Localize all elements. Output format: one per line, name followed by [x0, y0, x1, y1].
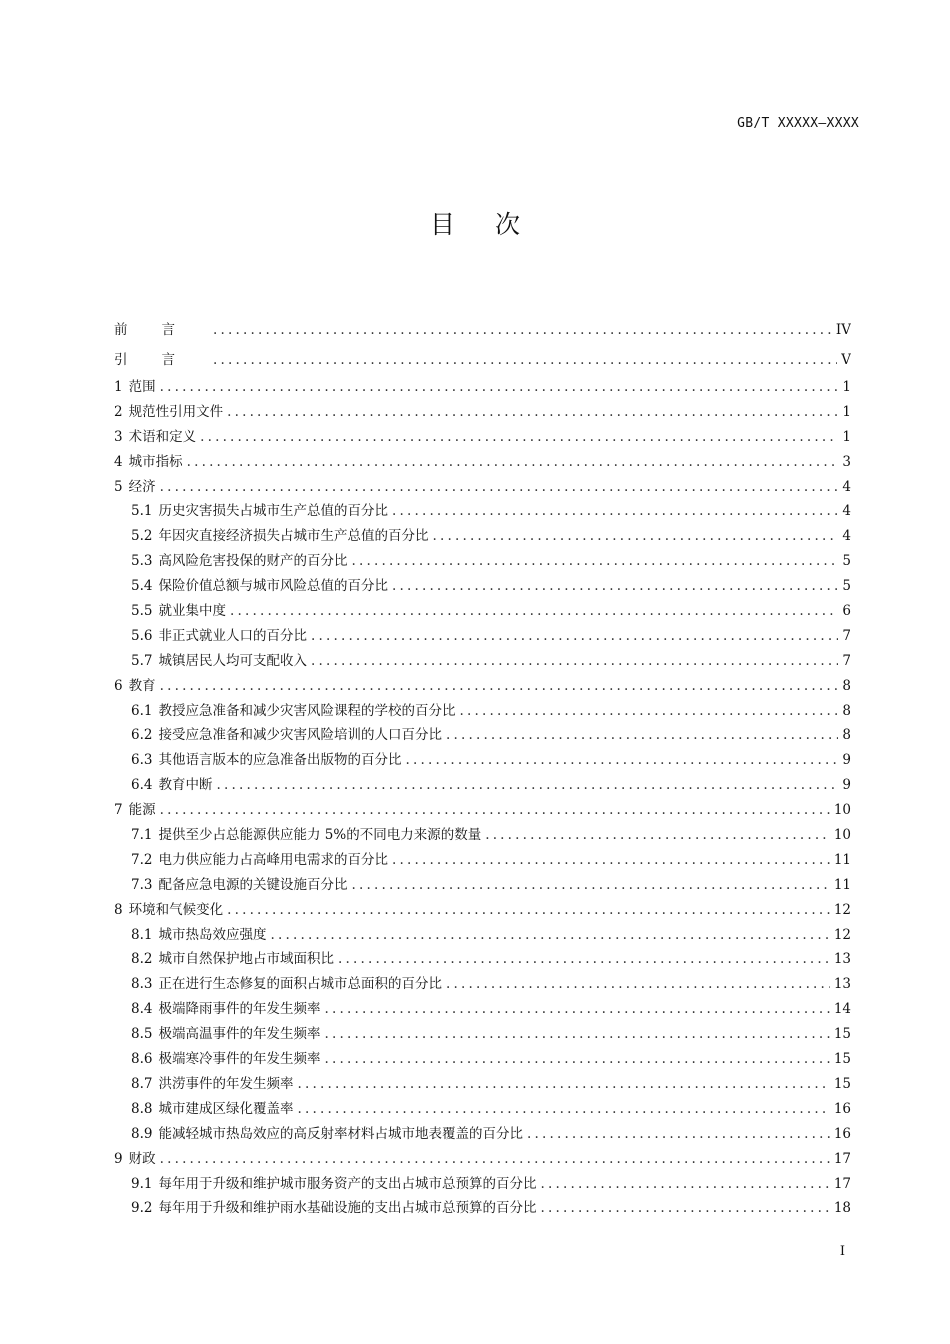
toc-entry[interactable] — [114, 1122, 851, 1147]
toc-entry-number: 2 — [114, 403, 123, 420]
toc-entry-label — [131, 699, 459, 724]
toc-entry-number: 6.3 — [131, 752, 153, 769]
toc-entry[interactable] — [114, 599, 851, 624]
toc-entry-page: 1 — [842, 403, 851, 420]
toc-entry[interactable] — [114, 873, 851, 898]
toc-entry-number: 7.3 — [131, 876, 153, 893]
toc-entry-text: 每年用于升级和维护雨水基础设施的支出占城市总预算的百分比 — [158, 1200, 537, 1217]
toc-entry-page: 14 — [833, 1001, 851, 1018]
toc-entry[interactable] — [114, 346, 851, 376]
toc-entry-page: 10 — [833, 827, 851, 844]
toc-entry-text: 规范性引用文件 — [128, 403, 224, 420]
toc-leader-dots — [160, 375, 839, 400]
toc-entry-text: 就业集中度 — [158, 603, 226, 620]
toc-entry[interactable] — [114, 1097, 851, 1122]
toc-leader-dots — [227, 898, 830, 923]
toc-entry[interactable] — [114, 674, 851, 699]
toc-entry[interactable] — [114, 316, 851, 346]
toc-entry-number: 3 — [114, 428, 123, 445]
toc-leader-dots — [160, 475, 839, 500]
toc-entry-label — [131, 1172, 540, 1197]
toc-leader-dots — [540, 1196, 829, 1221]
toc-entry-label — [131, 873, 351, 898]
toc-leader-dots — [432, 524, 838, 549]
toc-entry-text: 非正式就业人口的百分比 — [158, 627, 307, 644]
toc-entry-number: 8.8 — [131, 1100, 153, 1117]
toc-entry-text: 城市热岛效应强度 — [158, 926, 267, 943]
toc-entry[interactable] — [114, 1196, 851, 1221]
toc-leader-dots — [540, 1172, 829, 1197]
toc-entry-page: 1 — [842, 379, 851, 395]
toc-entry-label — [114, 1147, 160, 1172]
toc-leader-dots — [459, 699, 838, 724]
toc-entry[interactable] — [114, 723, 851, 748]
toc-leader-dots — [324, 1022, 829, 1047]
toc-entry-text: 正在进行生态修复的面积占城市总面积的百分比 — [158, 976, 442, 993]
toc-leader-dots — [324, 1047, 829, 1072]
toc-entry-label — [131, 549, 351, 574]
toc-entry-page: 6 — [842, 603, 851, 620]
toc-leader-dots — [485, 823, 830, 848]
toc-entry-label — [131, 748, 405, 773]
toc-entry[interactable] — [114, 923, 851, 948]
toc-entry-page: 17 — [833, 1175, 851, 1192]
toc-entry-text: 前言 — [114, 322, 209, 338]
toc-entry-label — [114, 798, 160, 823]
toc-entry-page: V — [841, 351, 851, 368]
toc-entry-number: 4 — [114, 453, 123, 470]
toc-leader-dots — [187, 450, 839, 475]
toc-entry-label — [131, 599, 230, 624]
toc-entry-label — [114, 425, 200, 450]
toc-entry-number: 8.6 — [131, 1051, 153, 1068]
toc-entry-page: 11 — [833, 876, 851, 893]
toc-entry-page: 12 — [833, 901, 851, 918]
toc-entry-number: 9 — [114, 1150, 123, 1167]
toc-entry-label — [131, 574, 392, 599]
toc-entry-page: 15 — [833, 1026, 851, 1043]
toc-leader-dots — [527, 1122, 830, 1147]
toc-entry-page: 8 — [842, 727, 851, 744]
toc-entry-page: 16 — [833, 1100, 851, 1117]
toc-entry-text: 财政 — [128, 1150, 156, 1167]
toc-entry-number: 6.1 — [131, 702, 153, 719]
toc-entry-number: 7.1 — [131, 827, 153, 844]
toc-leader-dots — [297, 1072, 829, 1097]
toc-entry[interactable] — [114, 524, 851, 549]
toc-entry-label — [131, 723, 446, 748]
toc-entry-text: 环境和气候变化 — [128, 901, 224, 918]
toc-entry-number: 5 — [114, 478, 123, 495]
toc-entry-number: 7 — [114, 802, 123, 819]
toc-entry-text: 电力供应能力占高峰用电需求的百分比 — [158, 851, 388, 868]
toc-leader-dots — [351, 873, 829, 898]
toc-entry[interactable] — [114, 1147, 851, 1172]
toc-entry-number: 5.2 — [131, 528, 153, 545]
toc-entry-number: 8.9 — [131, 1125, 153, 1142]
toc-entry-number: 1 — [114, 379, 123, 395]
page-number: I — [839, 1244, 845, 1259]
toc-entry-label — [114, 375, 160, 400]
toc-entry-text: 极端降雨事件的年发生频率 — [158, 1001, 321, 1018]
toc-entry-label — [114, 450, 187, 475]
toc-entry-page: 11 — [833, 851, 851, 868]
toc-entry-page: 8 — [842, 677, 851, 694]
toc-entry-page: 4 — [842, 478, 851, 495]
toc-entry-label — [131, 499, 392, 524]
toc-entry-page: 9 — [842, 752, 851, 769]
toc-entry-page: 16 — [833, 1125, 851, 1142]
toc-entry[interactable] — [114, 972, 851, 997]
toc-leader-dots — [311, 649, 838, 674]
toc-entry[interactable] — [114, 549, 851, 574]
toc-leader-dots — [311, 624, 838, 649]
toc-leader-dots — [338, 947, 830, 972]
toc-entry-number: 9.2 — [131, 1200, 153, 1217]
toc-entry-text: 城镇居民人均可支配收入 — [158, 652, 307, 669]
toc-entry-label — [131, 1097, 297, 1122]
toc-entry[interactable] — [114, 748, 851, 773]
toc-entry-text: 极端寒冷事件的年发生频率 — [158, 1051, 321, 1068]
toc-entry-label — [131, 972, 446, 997]
toc-entry-label — [131, 1047, 324, 1072]
toc-entry-label — [131, 823, 485, 848]
toc-entry-text: 保险价值总额与城市风险总值的百分比 — [158, 578, 388, 595]
toc-entry-number: 5.7 — [131, 652, 153, 669]
toc-entry[interactable] — [114, 1047, 851, 1072]
toc-entry-label — [131, 1072, 297, 1097]
toc-entry-number: 5.6 — [131, 627, 153, 644]
toc-entry-text: 能源 — [128, 802, 156, 819]
toc-entry-label — [131, 923, 270, 948]
toc-entry-page: 4 — [842, 528, 851, 545]
toc-entry[interactable] — [114, 450, 851, 475]
toc-leader-dots — [446, 723, 838, 748]
toc-entry-page: 1 — [842, 428, 851, 445]
toc-entry-page: 15 — [833, 1051, 851, 1068]
toc-entry[interactable] — [114, 848, 851, 873]
toc-entry-label — [114, 346, 213, 376]
toc-entry[interactable] — [114, 1072, 851, 1097]
toc-entry-page: 15 — [833, 1075, 851, 1092]
toc-entry-label — [114, 316, 213, 346]
toc-entry-label — [131, 947, 338, 972]
toc-leader-dots — [213, 346, 837, 376]
toc-entry-page: 13 — [833, 951, 851, 968]
toc-entry-text: 高风险危害投保的财产的百分比 — [158, 553, 348, 570]
toc-entry-text: 城市建成区绿化覆盖率 — [158, 1100, 294, 1117]
toc-leader-dots — [392, 848, 830, 873]
toc-leader-dots — [200, 425, 838, 450]
toc-entry-text: 引言 — [114, 351, 209, 368]
toc-leader-dots — [216, 773, 838, 798]
toc-entry[interactable] — [114, 475, 851, 500]
toc-entry-number: 8.1 — [131, 926, 153, 943]
toc-entry-number: 8.4 — [131, 1001, 153, 1018]
toc-entry[interactable] — [114, 624, 851, 649]
toc-entry-page: 9 — [842, 777, 851, 794]
toc-leader-dots — [160, 1147, 830, 1172]
toc-entry-page: 3 — [842, 453, 851, 470]
toc-leader-dots — [392, 499, 838, 524]
toc-entry-label — [131, 624, 311, 649]
toc-entry-number: 6.2 — [131, 727, 153, 744]
toc-entry-label — [131, 848, 392, 873]
toc-entry-number: 6 — [114, 677, 123, 694]
toc-entry-text: 年因灾直接经济损失占城市生产总值的百分比 — [158, 528, 429, 545]
toc-entry[interactable] — [114, 425, 851, 450]
toc-entry-page: 13 — [833, 976, 851, 993]
toc-entry[interactable] — [114, 1022, 851, 1047]
table-of-contents — [114, 316, 851, 1221]
toc-entry-label — [114, 475, 160, 500]
toc-entry-page: 7 — [842, 652, 851, 669]
toc-entry-text: 接受应急准备和减少灾害风险培训的人口百分比 — [158, 727, 442, 744]
toc-entry-label — [131, 997, 324, 1022]
toc-entry[interactable] — [114, 798, 851, 823]
toc-entry-text: 能减轻城市热岛效应的高反射率材料占城市地表覆盖的百分比 — [158, 1125, 523, 1142]
toc-entry[interactable] — [114, 997, 851, 1022]
toc-entry-label — [131, 1122, 527, 1147]
toc-leader-dots — [230, 599, 838, 624]
toc-entry-label — [131, 773, 216, 798]
toc-entry-page: 18 — [833, 1200, 851, 1217]
toc-entry-number: 5.4 — [131, 578, 153, 595]
toc-entry-label — [114, 674, 160, 699]
toc-entry-page: 7 — [842, 627, 851, 644]
toc-entry[interactable] — [114, 699, 851, 724]
toc-entry-label — [131, 1022, 324, 1047]
toc-entry[interactable] — [114, 400, 851, 425]
toc-entry-number: 6.4 — [131, 777, 153, 794]
toc-entry-page: 4 — [842, 503, 851, 520]
toc-entry-number: 8.7 — [131, 1075, 153, 1092]
toc-entry-text: 配备应急电源的关键设施百分比 — [158, 876, 348, 893]
toc-entry-text: 极端高温事件的年发生频率 — [158, 1026, 321, 1043]
toc-entry-label — [114, 400, 227, 425]
toc-entry-page: 5 — [842, 553, 851, 570]
toc-entry-page: IV — [835, 322, 851, 338]
toc-entry[interactable] — [114, 375, 851, 400]
toc-entry-label — [114, 898, 227, 923]
toc-leader-dots — [324, 997, 829, 1022]
toc-leader-dots — [351, 549, 838, 574]
page-title: 目次 — [429, 210, 560, 239]
toc-entry-page: 5 — [842, 578, 851, 595]
toc-leader-dots — [392, 574, 838, 599]
toc-leader-dots — [270, 923, 829, 948]
toc-entry-page: 8 — [842, 702, 851, 719]
toc-entry-number: 8.2 — [131, 951, 153, 968]
toc-entry-number: 9.1 — [131, 1175, 153, 1192]
toc-entry-text: 提供至少占总能源供应能力 5%的不同电力来源的数量 — [158, 827, 482, 844]
toc-entry-number: 8.3 — [131, 976, 153, 993]
toc-leader-dots — [227, 400, 838, 425]
toc-entry-number: 5.5 — [131, 603, 153, 620]
toc-entry-label — [131, 649, 311, 674]
toc-leader-dots — [297, 1097, 829, 1122]
toc-leader-dots — [446, 972, 830, 997]
toc-entry-number: 8 — [114, 901, 123, 918]
toc-entry-text: 经济 — [128, 478, 156, 495]
toc-entry-text: 范围 — [128, 379, 156, 395]
toc-entry[interactable] — [114, 773, 851, 798]
toc-entry[interactable] — [114, 649, 851, 674]
toc-entry-text: 历史灾害损失占城市生产总值的百分比 — [158, 503, 388, 520]
toc-entry[interactable] — [114, 898, 851, 923]
toc-entry-number: 5.3 — [131, 553, 153, 570]
toc-leader-dots — [160, 674, 839, 699]
toc-entry-page: 12 — [833, 926, 851, 943]
toc-entry-label — [131, 524, 432, 549]
toc-entry-number: 8.5 — [131, 1026, 153, 1043]
toc-entry-text: 教育 — [128, 677, 156, 694]
toc-entry-text: 教育中断 — [158, 777, 213, 794]
toc-entry-text: 城市指标 — [128, 453, 183, 470]
toc-entry-text: 洪涝事件的年发生频率 — [158, 1075, 294, 1092]
toc-entry-label — [131, 1196, 540, 1221]
toc-leader-dots — [213, 316, 832, 346]
standard-code: GB/T XXXXX—XXXX — [737, 116, 859, 131]
toc-entry-page: 10 — [833, 802, 851, 819]
toc-entry[interactable] — [114, 947, 851, 972]
toc-entry-text: 其他语言版本的应急准备出版物的百分比 — [158, 752, 402, 769]
toc-entry[interactable] — [114, 1172, 851, 1197]
toc-leader-dots — [160, 798, 830, 823]
toc-entry[interactable] — [114, 823, 851, 848]
toc-entry-number: 5.1 — [131, 503, 153, 520]
toc-entry-text: 城市自然保护地占市域面积比 — [158, 951, 334, 968]
toc-entry[interactable] — [114, 574, 851, 599]
toc-entry-text: 术语和定义 — [128, 428, 197, 445]
toc-entry-page: 17 — [833, 1150, 851, 1167]
toc-leader-dots — [405, 748, 838, 773]
toc-entry[interactable] — [114, 499, 851, 524]
toc-entry-text: 每年用于升级和维护城市服务资产的支出占城市总预算的百分比 — [158, 1175, 537, 1192]
toc-entry-text: 教授应急准备和减少灾害风险课程的学校的百分比 — [158, 702, 456, 719]
toc-entry-number: 7.2 — [131, 851, 153, 868]
